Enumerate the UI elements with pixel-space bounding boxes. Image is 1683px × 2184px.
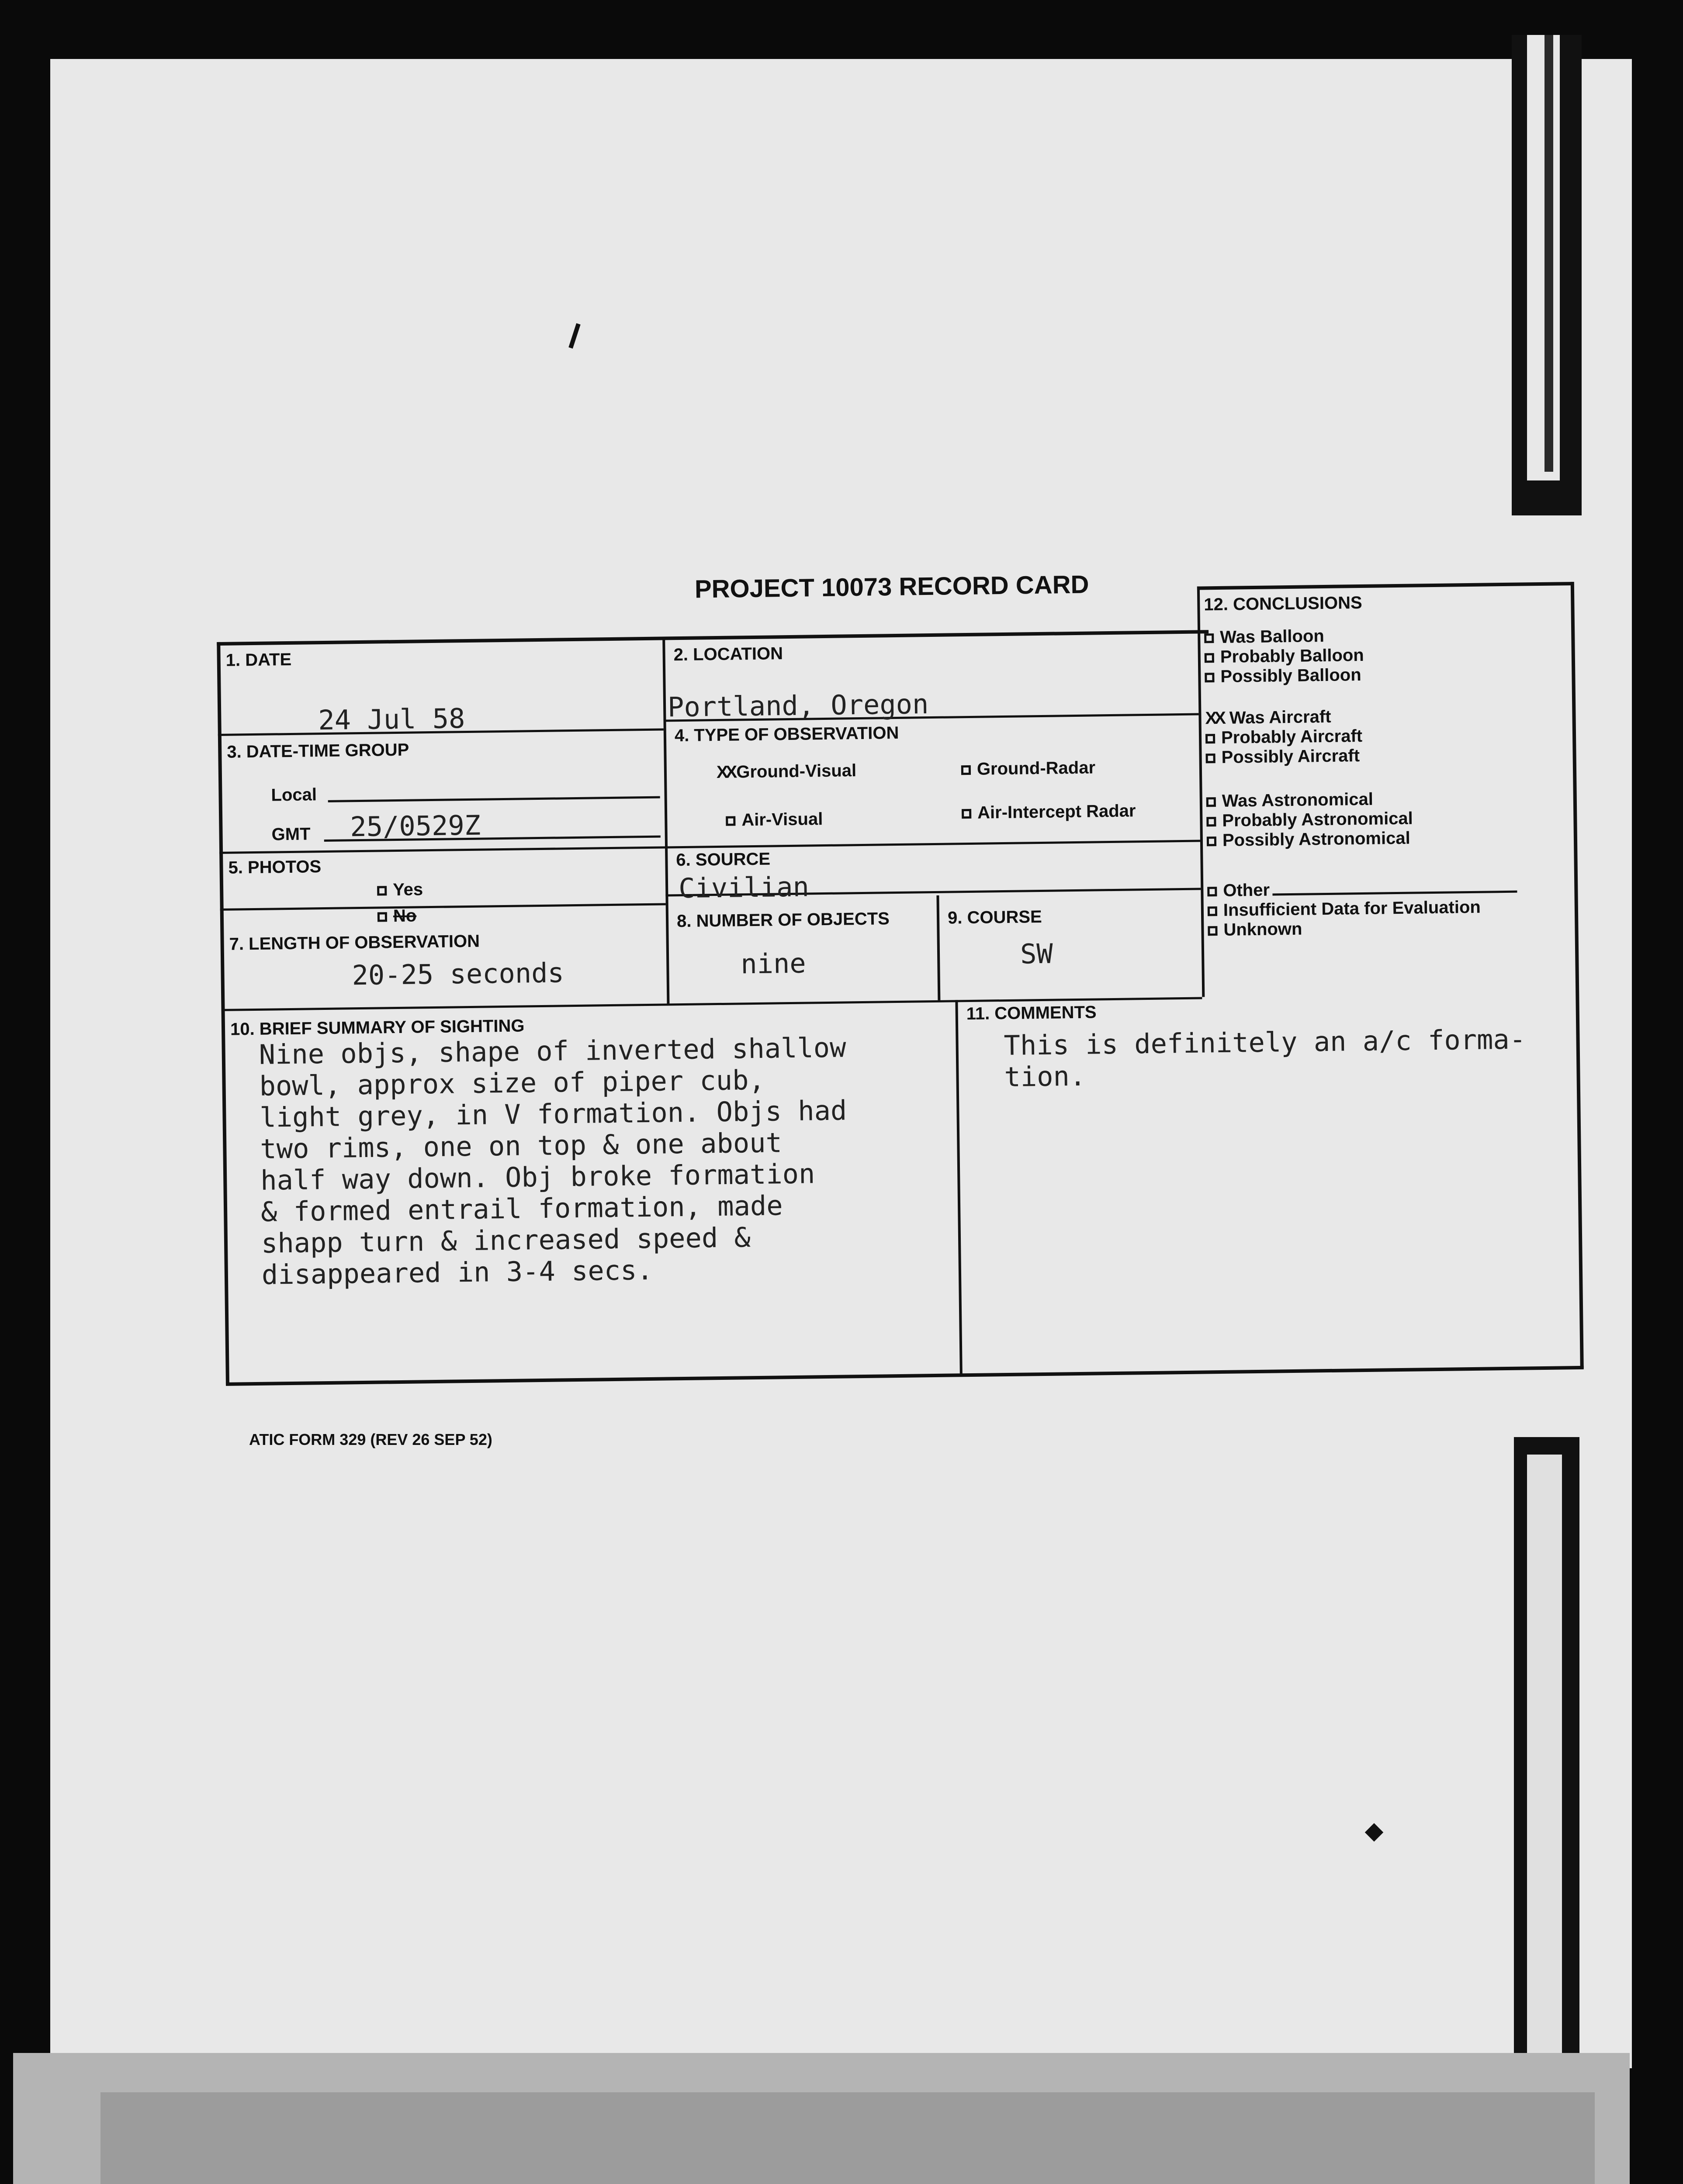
conclusion-option (1205, 646, 1364, 667)
conclusion-option (1205, 665, 1361, 687)
conclusion-option (1208, 919, 1302, 940)
film-edge-top-line (1544, 35, 1553, 472)
photos-yes-checkbox (377, 886, 387, 896)
conclusion-label: Was Aircraft (1229, 707, 1331, 728)
conclusion-option (1206, 809, 1413, 831)
num-objects-label: 8. NUMBER OF OBJECTS (676, 909, 890, 931)
ground-visual-label: Ground-Visual (736, 761, 857, 782)
course-label: 9. COURSE (947, 907, 1042, 928)
course-value: SW (1020, 937, 1053, 970)
card-border-top (217, 630, 1209, 646)
gmt-value: 25/0529Z (350, 809, 481, 843)
comments-label: 11. COMMENTS (966, 1002, 1097, 1024)
air-intercept-checkbox (962, 809, 971, 819)
summary-line: bowl, approx size of piper cub, (259, 1064, 765, 1102)
date-label: 1. DATE (225, 650, 292, 670)
conclusion-checkbox (1206, 817, 1216, 827)
film-bottom-shadow (100, 2092, 1595, 2184)
summary-text (259, 1032, 849, 1290)
air-intercept-label: Air-Intercept Radar (977, 801, 1136, 822)
photos-yes-label: Yes (392, 880, 423, 900)
conclusion-checkbox (1207, 837, 1216, 847)
conclusion-label: Possibly Astronomical (1222, 828, 1410, 850)
conclusion-option (1205, 707, 1331, 729)
conclusion-option (1205, 726, 1363, 748)
air-intercept-option (962, 801, 1136, 823)
conclusion-label: Was Balloon (1219, 626, 1325, 647)
record-card (216, 581, 1607, 1389)
length-value: 20-25 seconds (352, 957, 564, 992)
comments-line: This is definitely an a/c forma- (1004, 1023, 1526, 1062)
air-visual-checkbox (726, 816, 735, 826)
source-label: 6. SOURCE (676, 849, 771, 870)
conclusion-checkbox (1205, 673, 1214, 683)
conclusion-label: Probably Astronomical (1222, 809, 1413, 830)
num-objects-value: nine (740, 947, 807, 980)
conclusion-label: Possibly Balloon (1220, 665, 1361, 686)
conclusion-checkbox (1207, 887, 1217, 897)
conclusion-option (1208, 898, 1481, 921)
film-edge-bottom-inner (1527, 1455, 1562, 2053)
conclusion-mark: XX (1205, 708, 1224, 728)
date-value: 24 Jul 58 (318, 702, 465, 736)
conclusion-label: Probably Balloon (1220, 645, 1364, 667)
conclusion-checkbox (1204, 634, 1214, 643)
summary-line: disappeared in 3-4 secs. (261, 1254, 654, 1291)
other-underline (1272, 891, 1517, 896)
conclusion-option (1206, 790, 1374, 812)
photos-label: 5. PHOTOS (228, 857, 322, 878)
dtg-label: 3. DATE-TIME GROUP (227, 740, 409, 762)
card-border-right (1571, 582, 1584, 1368)
location-value: Portland, Oregon (667, 688, 929, 723)
ground-radar-checkbox (961, 765, 971, 775)
conclusion-label: Was Astronomical (1222, 789, 1374, 811)
conclusions-label: 12. CONCLUSIONS (1204, 593, 1362, 615)
local-label: Local (271, 785, 317, 805)
comments-text (1004, 1023, 1526, 1093)
gmt-label: GMT (271, 824, 311, 844)
location-label: 2. LOCATION (673, 644, 783, 665)
conclusion-label: Unknown (1223, 919, 1302, 940)
conclusion-checkbox (1206, 798, 1216, 807)
ground-radar-label: Ground-Radar (977, 758, 1096, 779)
summary-line: shapp turn & increased speed & (261, 1221, 751, 1259)
conclusion-label: Other (1223, 880, 1270, 900)
ground-radar-option (961, 758, 1096, 779)
conclusion-checkbox (1205, 734, 1215, 744)
divider-col-4 (955, 1000, 963, 1375)
conclusion-checkbox (1205, 653, 1214, 663)
length-label: 7. LENGTH OF OBSERVATION (229, 931, 480, 954)
source-value: Civilian (678, 871, 810, 905)
divider-col-2 (1197, 586, 1205, 997)
row-line-3 (220, 903, 666, 910)
conclusion-label: Probably Aircraft (1221, 726, 1363, 747)
divider-col-3 (936, 895, 940, 1000)
conclusion-label: Insufficient Data for Evaluation (1223, 897, 1481, 920)
film-edge-top-inner (1527, 35, 1560, 480)
summary-line: light grey, in V formation. Objs had (260, 1094, 847, 1133)
conclusion-option (1205, 746, 1360, 767)
form-number: ATIC FORM 329 (REV 26 SEP 52) (249, 1431, 492, 1448)
photos-no-option (377, 906, 417, 926)
conclusion-checkbox (1208, 926, 1217, 936)
ground-visual-option (717, 761, 857, 782)
summary-line: & formed entrail formation, made (260, 1189, 783, 1228)
summary-label: 10. BRIEF SUMMARY OF SIGHTING (230, 1016, 525, 1039)
ground-visual-mark: XX (716, 762, 735, 782)
conclusion-option (1207, 829, 1410, 851)
summary-line: two rims, one on top & one about (260, 1127, 783, 1165)
photos-no-checkbox (377, 912, 387, 922)
comments-line: tion. (1004, 1060, 1086, 1093)
conclusion-label: Possibly Aircraft (1221, 746, 1360, 767)
conclusion-checkbox (1208, 907, 1217, 916)
summary-line: Nine objs, shape of inverted shallow (259, 1031, 846, 1071)
conclusion-checkbox (1206, 754, 1216, 764)
summary-line: half way down. Obj broke formation (260, 1158, 815, 1196)
local-underline (328, 796, 660, 802)
photos-yes-option (377, 880, 423, 900)
air-visual-option (726, 809, 823, 830)
conclusion-option (1204, 626, 1324, 647)
type-obs-label: 4. TYPE OF OBSERVATION (674, 723, 899, 746)
air-visual-label: Air-Visual (741, 809, 823, 830)
card-title: PROJECT 10073 RECORD CARD (694, 570, 1089, 604)
photos-no-label: No (393, 906, 417, 926)
